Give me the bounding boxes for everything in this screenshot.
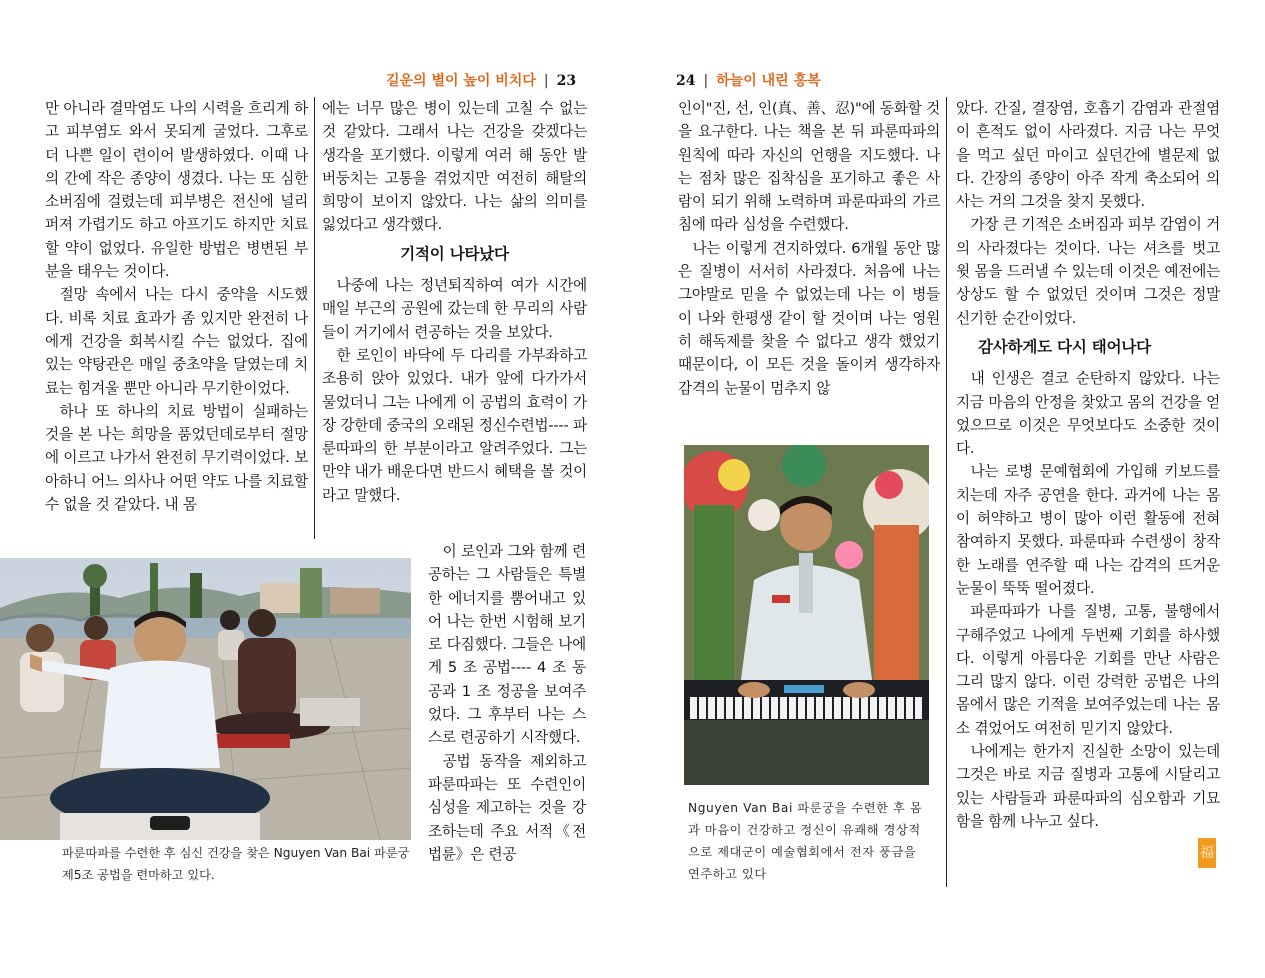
paragraph: 한 로인이 바닥에 두 다리를 가부좌하고 조용히 앉아 있었다. 내가 앞에 다가가서 물었더니 그는 나에게 이 공법의 효력이 가장 강한데 중국의 오래된 정신수련법---- 파룬따파의 한 부분이라고 알려주었다. 그는 만약 내가 배운다면 반드시 혜택을 볼 것이라고 말했다. <box>322 346 587 504</box>
column-divider <box>946 97 947 887</box>
right-photo-caption: Nguyen Van Bai 파룬궁을 수련한 후 몸과 마음이 건강하고 정신이 유쾌해 경상적으로 제대군이 예술협회에서 전자 풍금을 연주하고 있다 <box>688 801 923 881</box>
column-divider <box>314 97 315 539</box>
paragraph: 절망 속에서 나는 다시 중약을 시도했다. 비록 치료 효과가 좀 있지만 완전히 나에게 건강을 회복시킬 수는 없었다. 집에 있는 약탕관은 매일 중초약을 달였는데 치료는 힘겨울 뿐만 아니라 무기한이었다. <box>45 286 308 397</box>
keyboard-photo <box>684 445 929 785</box>
right-column-1 <box>678 97 940 400</box>
paragraph: 이 로인과 그와 함께 련공하는 그 사람들은 특별한 에너지를 뿜어내고 있어 나는 한번 시험해 보기로 다짐했다. 그들은 나에게 5 조 공법---- 4 조 동공과 1 조 정공을 보여주었다. 그 후부터 나는 스스로 련공하기 시작했다. <box>428 543 586 747</box>
right-header-title: 하늘이 내린 홍복 <box>716 73 821 89</box>
section-heading: 감사하게도 다시 태어나다 <box>978 337 1151 356</box>
paragraph: 내 인생은 결코 순탄하지 않았다. 나는 지금 마음의 안정을 찾았고 몸의 건강을 얻었으므로 이것은 무엇보다도 소중한 것이다. <box>956 370 1220 458</box>
paragraph: 나는 로병 문예협회에 가입해 키보드를 치는데 자주 공연을 한다. 과거에 나는 몸이 허약하고 병이 많아 이런 활동에 전혀 참여하지 못했다. 파룬따파 수련생이 창작한 노래를 연주할 때 나는 감격의 뜨거운 눈물이 뚝뚝 떨어졌다. <box>956 463 1220 597</box>
paragraph: 에는 너무 많은 병이 있는데 고칠 수 없는 것 같았다. 그래서 나는 건강을 갖겠다는 생각을 포기했다. 이렇게 여러 해 동안 발버둥치는 고통을 겪었지만 여전히 해탈의 희망이 보이지 않았다. 나는 삶의 의미를 잃었다고 생각했다. <box>322 100 587 234</box>
left-header-title: 길운의 별이 높이 비치다 <box>386 73 536 89</box>
fortune-badge-icon: 福 <box>1198 838 1216 868</box>
left-header-separator: | <box>543 73 549 89</box>
left-photo-caption: 파룬따파를 수련한 후 심신 건강을 찾은 Nguyen Van Bai 파룬궁 제5조 공법을 련마하고 있다. <box>62 846 410 882</box>
left-page-header <box>386 70 576 90</box>
left-column-2 <box>322 97 587 507</box>
right-column-2 <box>956 97 1220 833</box>
section-heading: 기적이 나타났다 <box>400 244 509 263</box>
paragraph: 나중에 나는 정년퇴직하여 여가 시간에 매일 부근의 공원에 갔는데 한 무리의 사람들이 거기에서 련공하는 것을 보았다. <box>322 277 587 341</box>
paragraph: 만 아니라 결막염도 나의 시력을 흐리게 하고 피부염도 와서 못되게 굴었다. 그후로 더 나쁜 일이 련이어 발생하였다. 이때 나의 간에 작은 종양이 생겼다. 나는 또 심한 소버짐에 걸렸는데 피부병은 전신에 널리 퍼져 가렵기도 하고 아프기도 하지만 치료할 약이 없었다. 유일한 방법은 병변된 부분을 태우는 것이다. <box>45 100 308 281</box>
paragraph: 나는 이렇게 견지하였다. 6개월 동안 많은 질병이 서서히 사라졌다. 처음에 나는 그야말로 믿을 수 없었는데 나는 이 병들이 나와 한평생 같이 할 것이며 나는 영원히 해독제를 찾을 수 없다고 생각 했었기 때문이다, 이 모든 것을 돌이켜 생각하자 감격의 눈물이 멈추지 않 <box>678 239 940 397</box>
left-page-number: 23 <box>556 73 577 89</box>
right-page-header <box>676 70 821 90</box>
right-page-number: 24 <box>676 73 696 89</box>
paragraph: 았다. 간질, 결장염, 호흡기 감염과 관절염이 흔적도 없이 사라졌다. 지금 나는 무엇을 먹고 싶던 마이고 싶던간에 별문제 없다. 간장의 종양이 아주 작게 축소되어 의사는 거의 그것을 찾지 못했다. <box>956 100 1220 211</box>
paragraph: 공법 동작을 제외하고 파룬따파는 또 수련인이 심성을 제고하는 것을 강조하는데 주요 서적《전법륜》은 련공 <box>428 752 586 863</box>
paragraph: 가장 큰 기적은 소버짐과 피부 감염이 거의 사라졌다는 것이다. 나는 셔츠를 벗고 윗 몸을 드러낼 수 있는데 이것은 예전에는 상상도 할 수 없었던 것이며 그것은 정말 신기한 순간이었다. <box>956 216 1220 327</box>
left-column-2-lower <box>428 540 586 866</box>
paragraph: 인이"진, 선, 인(真、善、忍)"에 동화할 것을 요구한다. 나는 책을 본 뒤 파룬따파의 원칙에 따라 자신의 언행을 지도했다. 나는 점차 많은 집착심을 포기하고 좋은 사람이 되기 위해 노력하며 파룬따파의 가르침에 따라 심성을 수련했다. <box>678 100 940 234</box>
paragraph: 나에게는 한가지 진실한 소망이 있는데 그것은 바로 지금 질병과 고통에 시달리고 있는 사람들과 파룬따파의 심오함과 기묘함을 함께 나누고 싶다. <box>956 743 1220 830</box>
paragraph: 하나 또 하나의 치료 방법이 실패하는 것을 본 나는 희망을 품었던데로부터 절망에 이르고 나가서 완전히 무기력이었다. 보아하니 어느 의사나 어떤 약도 나를 치료할 수 없을 것 같았다. 내 몸 <box>45 402 308 514</box>
right-header-separator: | <box>703 73 709 89</box>
left-column-1 <box>45 97 308 516</box>
meditation-photo <box>0 558 411 840</box>
paragraph: 파룬따파가 나를 질병, 고통, 불행에서 구해주었고 나에게 두번째 기회를 하사했다. 이렇게 아름다운 기회를 만난 사람은 그리 많지 않다. 이런 강력한 공법은 나의 몸에서 많은 기적을 보여주었는데 나는 몸소 겪었어도 여전히 믿기지 않았다. <box>956 603 1220 737</box>
